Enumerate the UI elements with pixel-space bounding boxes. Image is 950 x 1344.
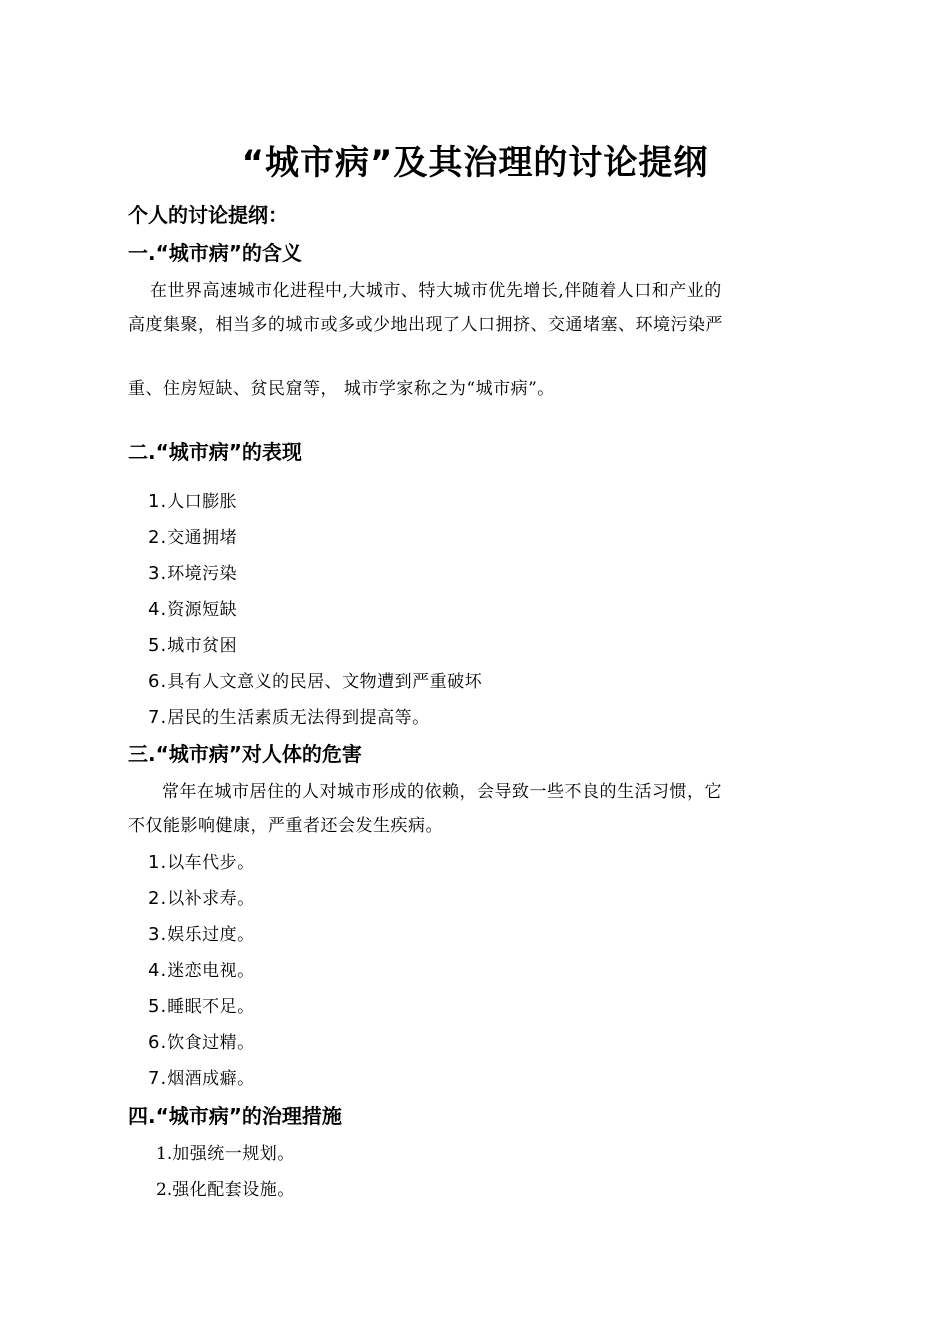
list-item	[148, 520, 482, 556]
list-item	[156, 1136, 295, 1172]
list-item-number: 1.	[148, 491, 168, 512]
list-item-number: 2.	[156, 1180, 173, 1200]
section-3-heading: 三.“城市病”对人体的危害	[128, 742, 362, 766]
list-item-number: 2.	[148, 888, 168, 909]
list-item-text: 迷恋电视。	[167, 961, 255, 981]
list-item	[148, 592, 482, 628]
paragraph-line: 高度集聚，相当多的城市或多或少地出现了人口拥挤、交通堵塞、环境污染严	[128, 315, 723, 335]
list-item	[148, 664, 482, 700]
list-item	[148, 628, 482, 664]
list-item-text: 以车代步。	[167, 853, 255, 873]
section-2-heading: 二.“城市病”的表现	[128, 440, 302, 464]
section-1-paragraph	[128, 274, 828, 406]
list-item	[148, 1061, 255, 1097]
list-item	[148, 881, 255, 917]
list-item-text: 娱乐过度。	[167, 925, 255, 945]
list-item	[148, 845, 255, 881]
list-item-number: 6.	[148, 671, 168, 692]
list-item-number: 4.	[148, 599, 168, 620]
list-item	[148, 917, 255, 953]
section-2-list	[148, 484, 482, 736]
list-item-number: 4.	[148, 960, 168, 981]
section-4-heading: 四.“城市病”的治理措施	[128, 1104, 342, 1128]
section-4-list	[156, 1136, 295, 1208]
section-1-heading: 一.“城市病”的含义	[128, 241, 302, 265]
list-item-text: 烟酒成癖。	[167, 1069, 255, 1089]
paragraph-line: 重、住房短缺、贫民窟等， 城市学家称之为“城市病”。	[128, 379, 555, 399]
document-subtitle: 个人的讨论提纲：	[128, 203, 288, 227]
list-item-number: 5.	[148, 635, 168, 656]
list-item	[148, 953, 255, 989]
section-3-paragraph	[128, 775, 828, 843]
list-item-text: 人口膨胀	[167, 492, 238, 512]
list-item-number: 3.	[148, 924, 168, 945]
list-item	[148, 989, 255, 1025]
list-item-text: 饮食过精。	[167, 1033, 255, 1053]
list-item-number: 7.	[148, 1068, 168, 1089]
list-item-text: 交通拥堵	[167, 528, 238, 548]
list-item-number: 3.	[148, 563, 168, 584]
paragraph-line: 常年在城市居住的人对城市形成的依赖，会导致一些不良的生活习惯，它	[162, 782, 722, 802]
list-item-text: 资源短缺	[167, 600, 238, 620]
list-item-number: 2.	[148, 527, 168, 548]
list-item-text: 以补求寿。	[167, 889, 255, 909]
list-item-text: 强化配套设施。	[172, 1180, 295, 1200]
list-item-number: 6.	[148, 1032, 168, 1053]
list-item-text: 居民的生活素质无法得到提高等。	[167, 708, 430, 728]
list-item-number: 1.	[148, 852, 168, 873]
list-item	[148, 556, 482, 592]
list-item-number: 5.	[148, 996, 168, 1017]
list-item-text: 睡眠不足。	[167, 997, 255, 1017]
list-item	[156, 1172, 295, 1208]
paragraph-line: 在世界高速城市化进程中,大城市、特大城市优先增长,伴随着人口和产业的	[150, 281, 722, 301]
list-item-number: 7.	[148, 707, 168, 728]
list-item	[148, 700, 482, 736]
document-title: “城市病”及其治理的讨论提纲	[241, 143, 709, 183]
list-item-text: 环境污染	[167, 564, 238, 584]
list-item-text: 具有人文意义的民居、文物遭到严重破坏	[167, 672, 483, 692]
list-item-number: 1.	[156, 1144, 173, 1164]
list-item-text: 加强统一规划。	[172, 1144, 295, 1164]
list-item-text: 城市贫困	[167, 636, 238, 656]
paragraph-line: 不仅能影响健康，严重者还会发生疾病。	[128, 816, 443, 836]
list-item	[148, 484, 482, 520]
list-item	[148, 1025, 255, 1061]
section-3-list	[148, 845, 255, 1097]
